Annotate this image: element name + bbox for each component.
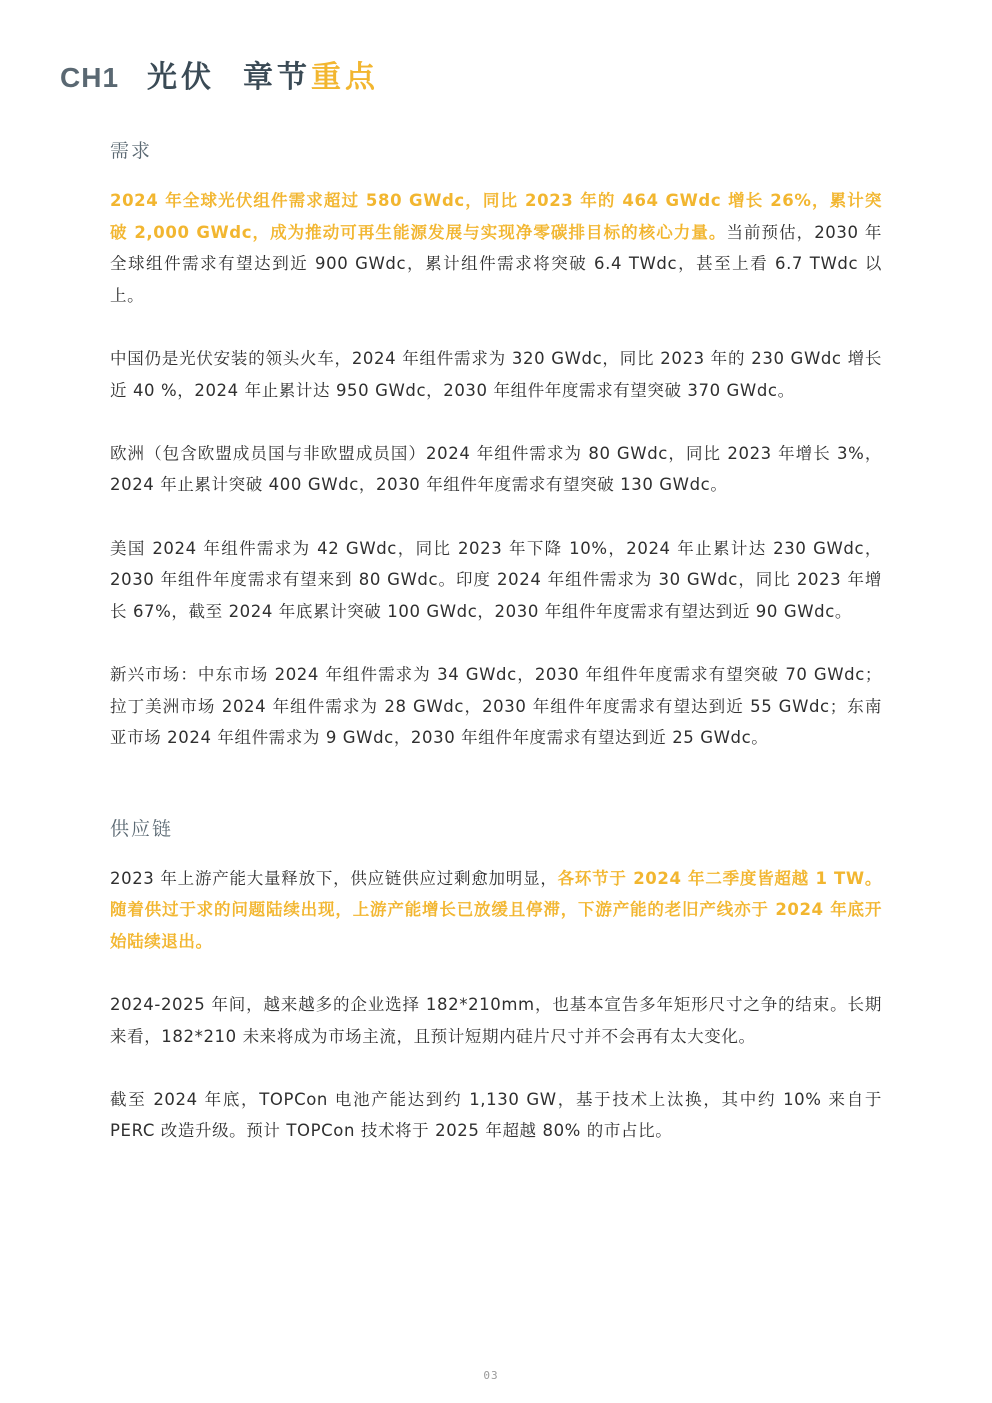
chapter-title bbox=[60, 52, 379, 96]
supply-capacity-highlight: 各环节于 2024 年二季度皆超越 1 TW。随着供过于求的问题陆续出现，上游产能增长已放缓且停滞，下游产能的老旧产线亦于 2024 年底开始陆续退出。 bbox=[110, 868, 882, 951]
demand-paragraph-us-india: 美国 2024 年组件需求为 42 GWdc，同比 2023 年下降 10%，2024 年止累计达 230 GWdc，2030 年组件年度需求有望来到 80 GWdc。印度 2024 年组件需求为 30 GWdc，同比 2023 年增长 67%，截至 2024 年底累计突破 100 GWdc，2030 年组件年度需求有望达到近 90 GWdc。 bbox=[110, 538, 882, 621]
section-heading-supply-chain: 供应链 bbox=[110, 817, 174, 840]
section-heading-demand: 需求 bbox=[110, 140, 153, 162]
main-content bbox=[110, 130, 882, 1179]
supply-paragraph-capacity bbox=[110, 863, 882, 958]
demand-global-text: 当前预估，2030 年全球组件需求有望达到近 900 GWdc，累计组件需求将突破 6.4 TWdc，甚至上看 6.7 TWdc 以上。 bbox=[110, 222, 882, 305]
chapter-section-label: 章节 bbox=[243, 60, 312, 95]
demand-paragraph-china: 中国仍是光伏安装的领头火车，2024 年组件需求为 320 GWdc，同比 2023 年的 230 GWdc 增长近 40 %，2024 年止累计达 950 GWdc，2030 年组件年度需求有望突破 370 GWdc。 bbox=[110, 348, 882, 400]
chapter-section-emphasis: 重点 bbox=[311, 60, 380, 95]
demand-paragraph-global bbox=[110, 185, 882, 311]
demand-paragraph-europe: 欧洲（包含欧盟成员国与非欧盟成员国）2024 年组件需求为 80 GWdc，同比 2023 年增长 3%，2024 年止累计突破 400 GWdc，2030 年组件年度需求有望突破 130 GWdc。 bbox=[110, 443, 882, 495]
page-number: 03 bbox=[483, 1369, 499, 1382]
demand-paragraph-emerging: 新兴市场：中东市场 2024 年组件需求为 34 GWdc，2030 年组件年度需求有望突破 70 GWdc；拉丁美洲市场 2024 年组件需求为 28 GWdc，2030 年组件年度需求有望达到近 55 GWdc；东南亚市场 2024 年组件需求为 9 GWdc，2030 年组件年度需求有望达到近 25 GWdc。 bbox=[110, 664, 882, 748]
demand-global-highlight: 2024 年全球光伏组件需求超过 580 GWdc，同比 2023 年的 464 GWdc 增长 26%，累计突破 2,000 GWdc，成为推动可再生能源发展与实现净零碳排目标的核心力量。 bbox=[110, 191, 882, 242]
supply-capacity-text: 2023 年上游产能大量释放下，供应链供应过剩愈加明显， bbox=[110, 868, 558, 888]
supply-paragraph-topcon: 截至 2024 年底，TOPCon 电池产能达到约 1,130 GW，基于技术上汰换，其中约 10% 来自于 PERC 改造升级。预计 TOPCon 技术将于 2025 年超越 80% 的市占比。 bbox=[110, 1089, 882, 1141]
chapter-code: CH1 bbox=[60, 62, 120, 93]
chapter-topic: 光伏 bbox=[147, 60, 216, 95]
supply-paragraph-wafer: 2024-2025 年间，越来越多的企业选择 182*210mm，也基本宣告多年矩形尺寸之争的结束。长期来看，182*210 未来将成为市场主流，且预计短期内硅片尺寸并不会再有太大变化。 bbox=[110, 995, 882, 1046]
